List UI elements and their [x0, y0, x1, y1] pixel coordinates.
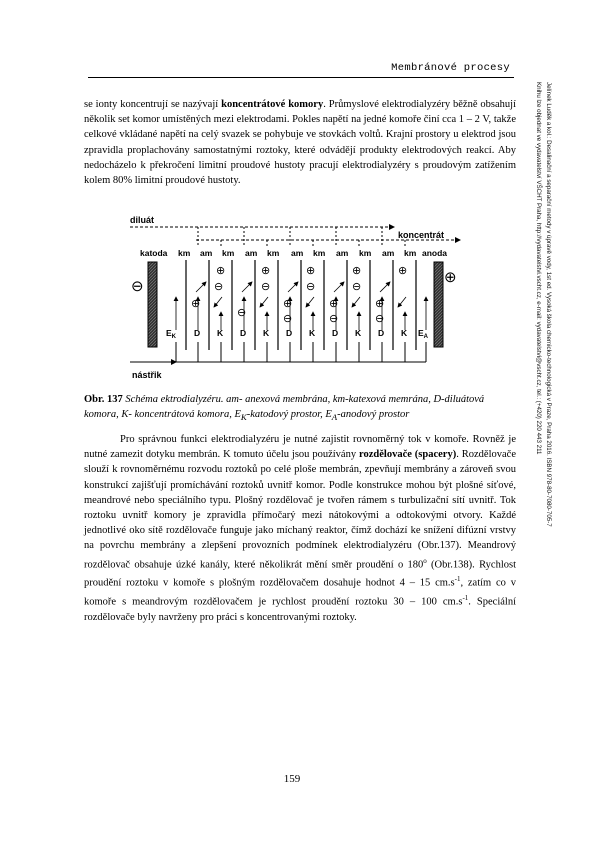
chamber-label: D: [286, 328, 293, 338]
cathode-minus-icon: ⊖: [131, 278, 144, 295]
cation-icon: ⊕: [352, 265, 362, 277]
koncentrat-label: koncentrát: [398, 230, 445, 240]
running-header-title: Membránové procesy: [391, 62, 510, 74]
caption-sub-a: A: [331, 412, 338, 423]
cation-icon: ⊕: [329, 298, 339, 310]
chamber-label: K: [263, 328, 270, 338]
anion-icon: ⊖: [352, 281, 362, 293]
chamber-labels: [166, 328, 429, 340]
paragraph-2-text-e: , zatím co v komoře s meandrovým rozdělovačem je rychlost proudění roztoku 30 – 100 cm.s: [84, 577, 516, 608]
cation-icon: ⊕: [375, 298, 385, 310]
membrane-label: km: [359, 248, 372, 258]
degree-sup: o: [423, 556, 427, 565]
caption-sub-k: K: [240, 412, 247, 423]
chamber-label: D: [378, 328, 385, 338]
koncentrat-outlets: [221, 240, 405, 247]
anion-icon: ⊖: [375, 313, 385, 325]
nastrik-label: nástřik: [132, 370, 162, 380]
paragraph-1-text-a: se ionty koncentrují se nazývají: [84, 99, 222, 110]
chamber-label: D: [194, 328, 201, 338]
katoda-label: katoda: [140, 248, 168, 258]
membrane-label: am: [291, 248, 304, 258]
cation-icon: ⊕: [306, 265, 316, 277]
caption-text-1: Schéma ektrodialyzéru. am- anexová membrána, km-katexová memrána, D-diluátová komora, K- koncentrátová komora, E: [84, 394, 485, 420]
ea-sub: A: [423, 334, 429, 340]
membrane-labels: [178, 248, 417, 258]
ea-label: [418, 328, 429, 340]
cathode-electrode: [148, 262, 157, 347]
membrane-label: km: [404, 248, 417, 258]
caption-text-2: -katodový prostor, E: [246, 409, 332, 420]
paragraph-2-text-a: Pro správnou funkci elektrodialyzéru je nutné zajistit rovnoměrný tok v komoře. Rovněž je nutné zamezit dotyku membrán. K tomuto účelu jsou používány: [84, 434, 516, 461]
paragraph-1: [84, 97, 516, 188]
paragraph-1-bold-term: koncentrátové komory: [221, 99, 324, 110]
ea-main: E: [418, 328, 424, 338]
chamber-label: K: [401, 328, 408, 338]
ek-label: [166, 328, 177, 340]
diluat-label: diluát: [130, 215, 154, 225]
cation-icon: ⊕: [283, 298, 293, 310]
unit-sup-2: -1: [462, 594, 469, 603]
anion-icon: ⊖: [214, 281, 224, 293]
ion-symbols: [191, 265, 407, 325]
paragraph-1-text-c: . Průmyslové elektrodialyzéry běžně obsahují několik set komor umístěných mezi elektrodami. Pokles napětí na jedné komoře činí cca 1 – 2 V, takže celkové vkládané napětí na celý svazek se pohybuje ve stovkách voltů. Krajní prostory u elektrod jsou zpravidla proplachovány samostatnými roztoky, které odvádějí produkty elektrodových reakcí. Aby nedocházelo k překročení limitní proudové hustoty pracují elektrodialyzéry s proudovým zatížením kolem 80% limitní proudové hustoty.: [84, 99, 517, 187]
caption-label: Obr. 137: [84, 394, 123, 405]
anion-icon: ⊖: [283, 313, 293, 325]
unit-sup-1: -1: [454, 575, 461, 584]
anoda-label: anoda: [422, 248, 448, 258]
cation-icon: ⊕: [191, 298, 201, 310]
anode-plus-icon: ⊕: [444, 269, 457, 286]
anion-icon: ⊖: [306, 281, 316, 293]
side-citation-line-1: Jelínek Luděk a kol.: Desalinační a separační metody v úpravě vody, 1st ed. Vysoká škola chemicko-technologická v Praze, Praha 2016. ISBN 978-80-7080-705-7: [545, 82, 552, 527]
cation-icon: ⊕: [261, 265, 271, 277]
paragraph-2-text-f: . Speciální rozdělovače byly navrženy pro práci s koncentrovanými roztoky.: [84, 596, 516, 623]
cation-icon: ⊕: [398, 265, 408, 277]
paragraph-2-bold-term: rozdělovače (spacery): [359, 449, 457, 461]
header-rule: [88, 77, 514, 78]
membrane-label: am: [382, 248, 395, 258]
membrane-label: am: [200, 248, 213, 258]
membrane-label: km: [178, 248, 191, 258]
chamber-label: K: [355, 328, 362, 338]
chamber-label: D: [332, 328, 339, 338]
anion-icon: ⊖: [261, 281, 271, 293]
caption-text-3: -anodový prostor: [337, 409, 410, 420]
anion-icon: ⊖: [329, 313, 339, 325]
paragraph-2: [84, 432, 516, 625]
ek-main: E: [166, 328, 172, 338]
figure-caption: [84, 392, 516, 425]
chamber-label: K: [217, 328, 224, 338]
chamber-label: D: [240, 328, 247, 338]
anode-electrode: [434, 262, 443, 347]
paragraph-2-text-c: . Rozdělovače slouží k rovnoměrnému rozvodu roztoků po celé ploše membrán, zpevňují membrány a zároveň svou konstrukcí zajišťují promíchávání roztoků uvnitř komor. Podle konstrukce mohou být plošné síťové, meandrové nebo speciálního typu. Plošný rozdělovač je tvořen rámem s turbulizační sítí uvnitř. Tok roztoku uvnitř komory je zpravidla přímočarý mezi nátokovými a odtokovými otvory. Každé jednotlivé oko sítě rozdělovače funguje jako míchaný reaktor, čímž dochází ke snížení difúzní vrstvy na povrchu membrány a zlepšení provozních podmínek elektrodialyzéru (Obr.137). Meandrový rozdělovač obsahuje úzké kanály, které několikrát mění směr proudění o 180: [84, 449, 516, 571]
chamber-label: K: [309, 328, 316, 338]
electrodialyzer-diagram: [126, 212, 466, 387]
anion-icon: ⊖: [237, 307, 247, 319]
diluat-outlets: [198, 227, 382, 247]
side-citation-note: [523, 82, 553, 582]
page-number: 159: [283, 773, 301, 785]
membrane-label: am: [245, 248, 258, 258]
paragraph-2-text-d: (Obr.138). Rychlost proudění roztoku v komoře s plošným rozdělovačem dosahuje hodnot 4 – 15 cm.s: [84, 559, 516, 589]
membrane-label: km: [313, 248, 326, 258]
ek-sub: K: [171, 334, 177, 340]
membrane-label: km: [267, 248, 280, 258]
cation-icon: ⊕: [216, 265, 226, 277]
side-citation-line-2: Knihu lze objednat ve vydavatelství VŠCHT Praha, http://vydavatelstvi.vscht.cz, e-mail: vydavatelstvi@vscht.cz, tel.: (+420) 220 443 211: [535, 82, 542, 455]
membrane-label: am: [336, 248, 349, 258]
membrane-label: km: [222, 248, 235, 258]
